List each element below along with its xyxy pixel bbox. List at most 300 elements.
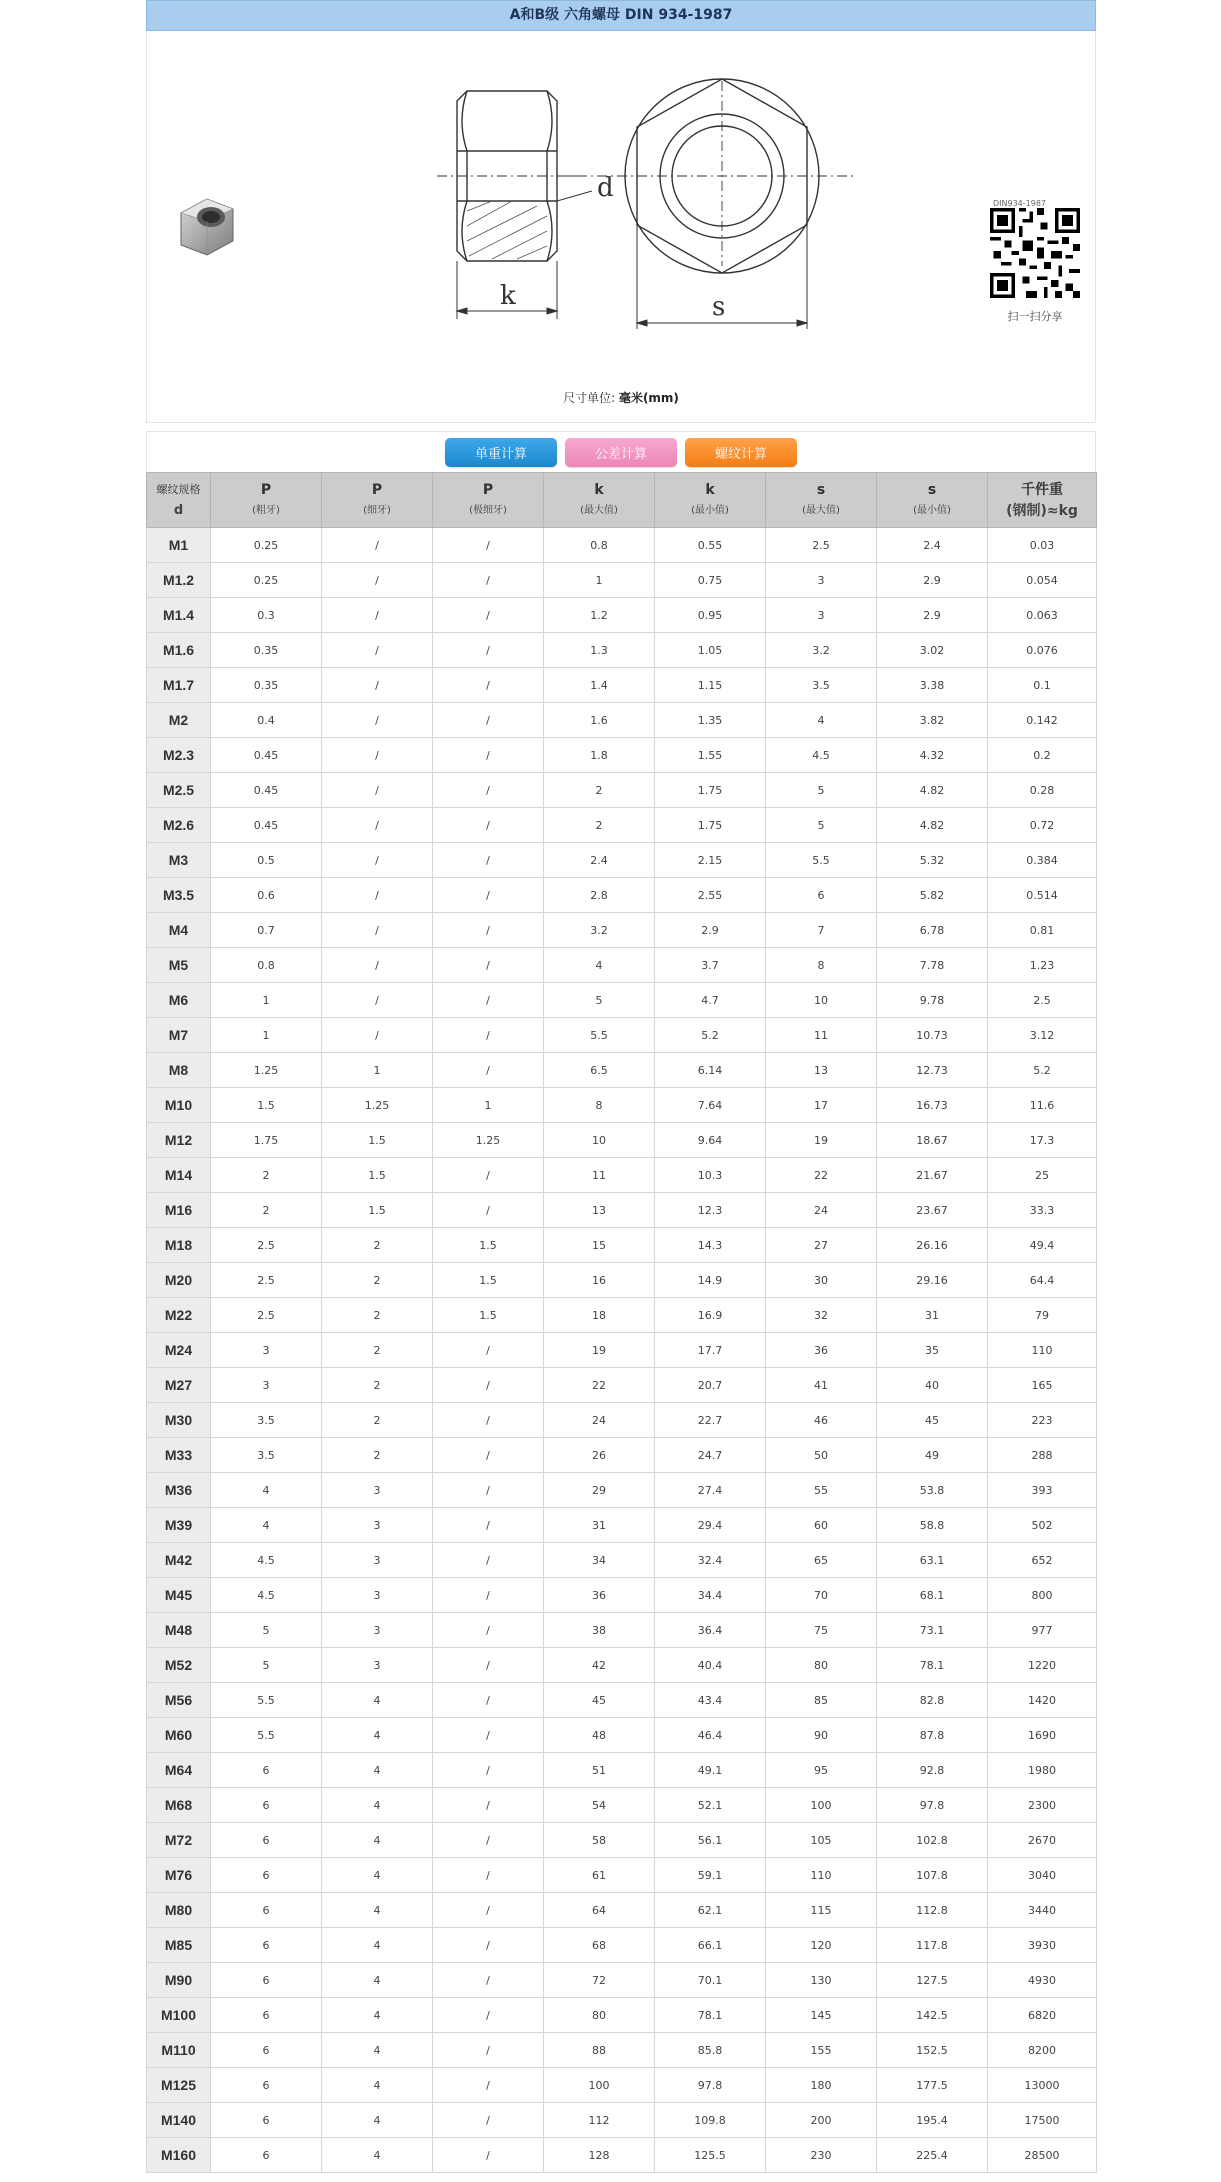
- table-cell: 3.5: [766, 668, 877, 703]
- table-cell: 29.4: [655, 1508, 766, 1543]
- table-cell: 102.8: [877, 1823, 988, 1858]
- table-cell: 2.8: [544, 878, 655, 913]
- table-cell: /: [322, 878, 433, 913]
- table-cell: 49.4: [988, 1228, 1097, 1263]
- thread-size-cell: M1: [147, 528, 211, 563]
- table-cell: 52.1: [655, 1788, 766, 1823]
- table-cell: 3: [322, 1473, 433, 1508]
- column-header-subtitle: (最小值): [913, 505, 951, 516]
- thread-size-cell: M85: [147, 1928, 211, 1963]
- table-cell: 1.3: [544, 633, 655, 668]
- thread-size-cell: M2.6: [147, 808, 211, 843]
- table-cell: 42: [544, 1648, 655, 1683]
- table-cell: 223: [988, 1403, 1097, 1438]
- table-cell: /: [322, 563, 433, 598]
- table-cell: 55: [766, 1473, 877, 1508]
- table-cell: 51: [544, 1753, 655, 1788]
- table-cell: 46: [766, 1403, 877, 1438]
- table-cell: /: [433, 598, 544, 633]
- table-cell: 1.15: [655, 668, 766, 703]
- table-cell: /: [433, 1928, 544, 1963]
- column-header: [433, 473, 544, 528]
- table-cell: 2: [322, 1368, 433, 1403]
- table-cell: /: [322, 633, 433, 668]
- table-cell: 8: [544, 1088, 655, 1123]
- table-cell: 4: [211, 1508, 322, 1543]
- thread-size-cell: M2: [147, 703, 211, 738]
- table-cell: 1.8: [544, 738, 655, 773]
- table-cell: 502: [988, 1508, 1097, 1543]
- table-cell: 2: [322, 1403, 433, 1438]
- table-row: [147, 1648, 1097, 1683]
- table-cell: 0.28: [988, 773, 1097, 808]
- table-cell: /: [322, 843, 433, 878]
- table-cell: /: [322, 983, 433, 1018]
- table-cell: 177.5: [877, 2068, 988, 2103]
- table-cell: 3.5: [211, 1403, 322, 1438]
- table-cell: 5: [544, 983, 655, 1018]
- table-cell: 45: [544, 1683, 655, 1718]
- page-title: A和B级 六角螺母 DIN 934-1987: [146, 0, 1096, 31]
- table-cell: 0.063: [988, 598, 1097, 633]
- table-cell: /: [433, 1403, 544, 1438]
- table-cell: 1.25: [211, 1053, 322, 1088]
- table-row: [147, 1403, 1097, 1438]
- table-cell: 5: [211, 1648, 322, 1683]
- table-cell: 2: [322, 1333, 433, 1368]
- table-cell: /: [433, 1788, 544, 1823]
- table-cell: 50: [766, 1438, 877, 1473]
- table-row: [147, 1053, 1097, 1088]
- table-cell: 4: [322, 1788, 433, 1823]
- column-header-subtitle: (最小值): [691, 505, 729, 516]
- table-cell: 11: [766, 1018, 877, 1053]
- table-cell: 1.75: [655, 808, 766, 843]
- table-cell: /: [433, 2138, 544, 2173]
- table-cell: 2.55: [655, 878, 766, 913]
- table-cell: 1.23: [988, 948, 1097, 983]
- table-row: [147, 703, 1097, 738]
- table-cell: 22: [544, 1368, 655, 1403]
- column-header-subtitle: (细牙): [363, 505, 391, 516]
- table-cell: 49: [877, 1438, 988, 1473]
- table-cell: 3: [322, 1613, 433, 1648]
- table-cell: 10.3: [655, 1158, 766, 1193]
- table-cell: 128: [544, 2138, 655, 2173]
- table-cell: 3.12: [988, 1018, 1097, 1053]
- table-cell: /: [433, 1823, 544, 1858]
- table-row: [147, 913, 1097, 948]
- thread-size-cell: M30: [147, 1403, 211, 1438]
- table-cell: /: [433, 2103, 544, 2138]
- table-row: [147, 1718, 1097, 1753]
- table-cell: 3: [322, 1543, 433, 1578]
- table-cell: 40: [877, 1368, 988, 1403]
- thread-size-cell: M24: [147, 1333, 211, 1368]
- table-cell: 7.78: [877, 948, 988, 983]
- table-cell: /: [433, 1158, 544, 1193]
- thread-size-cell: M4: [147, 913, 211, 948]
- table-cell: 27.4: [655, 1473, 766, 1508]
- table-cell: 0.03: [988, 528, 1097, 563]
- table-cell: 225.4: [877, 2138, 988, 2173]
- table-cell: 4.82: [877, 773, 988, 808]
- table-cell: 393: [988, 1473, 1097, 1508]
- table-cell: 4.82: [877, 808, 988, 843]
- table-cell: 142.5: [877, 1998, 988, 2033]
- table-cell: 8: [766, 948, 877, 983]
- table-cell: 3: [322, 1508, 433, 1543]
- table-cell: 4: [322, 1683, 433, 1718]
- table-cell: 60: [766, 1508, 877, 1543]
- table-cell: 17.3: [988, 1123, 1097, 1158]
- table-cell: 6: [211, 1963, 322, 1998]
- table-cell: 85.8: [655, 2033, 766, 2068]
- table-cell: 0.35: [211, 668, 322, 703]
- table-cell: 4: [322, 1928, 433, 1963]
- table-cell: 0.45: [211, 738, 322, 773]
- table-cell: 3930: [988, 1928, 1097, 1963]
- table-row: [147, 1473, 1097, 1508]
- table-cell: 200: [766, 2103, 877, 2138]
- page-container: [146, 0, 1096, 2163]
- table-cell: 5: [211, 1613, 322, 1648]
- share-qr-box[interactable]: [987, 199, 1083, 324]
- table-cell: 2.5: [211, 1263, 322, 1298]
- thread-size-cell: M45: [147, 1578, 211, 1613]
- table-cell: 2.5: [211, 1298, 322, 1333]
- table-cell: 58.8: [877, 1508, 988, 1543]
- table-row: [147, 1998, 1097, 2033]
- table-cell: 88: [544, 2033, 655, 2068]
- table-cell: 0.55: [655, 528, 766, 563]
- table-row: [147, 1438, 1097, 1473]
- table-cell: 18.67: [877, 1123, 988, 1158]
- table-row: [147, 1823, 1097, 1858]
- thread-size-cell: M20: [147, 1263, 211, 1298]
- table-cell: 0.25: [211, 528, 322, 563]
- table-cell: 0.5: [211, 843, 322, 878]
- column-header-title: P: [371, 482, 383, 498]
- column-header-title: 螺纹规格: [156, 483, 201, 496]
- tolerance-calc-button[interactable]: 公差计算: [565, 438, 677, 467]
- table-cell: /: [433, 1648, 544, 1683]
- table-row: [147, 948, 1097, 983]
- table-cell: 0.8: [211, 948, 322, 983]
- table-cell: 4: [322, 1823, 433, 1858]
- table-cell: 1.4: [544, 668, 655, 703]
- table-cell: /: [433, 1998, 544, 2033]
- table-cell: 4: [322, 2138, 433, 2173]
- table-cell: 5.5: [766, 843, 877, 878]
- table-cell: 2670: [988, 1823, 1097, 1858]
- table-cell: 1.5: [322, 1123, 433, 1158]
- table-row: [147, 1613, 1097, 1648]
- table-cell: 2.5: [988, 983, 1097, 1018]
- table-row: [147, 598, 1097, 633]
- table-cell: 6: [211, 2103, 322, 2138]
- table-cell: 10.73: [877, 1018, 988, 1053]
- table-row: [147, 1858, 1097, 1893]
- table-cell: 9.78: [877, 983, 988, 1018]
- table-cell: 3: [211, 1333, 322, 1368]
- unit-note: [147, 389, 1095, 406]
- table-cell: 23.67: [877, 1193, 988, 1228]
- table-cell: 0.25: [211, 563, 322, 598]
- table-cell: 30: [766, 1263, 877, 1298]
- table-cell: 17.7: [655, 1333, 766, 1368]
- table-cell: 3: [322, 1648, 433, 1683]
- table-cell: 6: [211, 1893, 322, 1928]
- table-cell: 1.75: [655, 773, 766, 808]
- table-cell: 4.5: [211, 1543, 322, 1578]
- table-cell: 6: [211, 1753, 322, 1788]
- thread-size-cell: M3: [147, 843, 211, 878]
- table-cell: 2.9: [877, 563, 988, 598]
- table-cell: 36: [544, 1578, 655, 1613]
- table-cell: 0.3: [211, 598, 322, 633]
- table-cell: 2.4: [544, 843, 655, 878]
- table-cell: 977: [988, 1613, 1097, 1648]
- table-cell: 6: [211, 2138, 322, 2173]
- table-cell: 0.35: [211, 633, 322, 668]
- table-cell: 80: [766, 1648, 877, 1683]
- column-header-subtitle: (粗牙): [252, 505, 280, 516]
- table-cell: 25: [988, 1158, 1097, 1193]
- table-cell: 4: [322, 2068, 433, 2103]
- table-cell: /: [433, 808, 544, 843]
- table-cell: 26: [544, 1438, 655, 1473]
- table-row: [147, 1158, 1097, 1193]
- table-cell: 4.7: [655, 983, 766, 1018]
- column-header: [544, 473, 655, 528]
- thread-size-cell: M16: [147, 1193, 211, 1228]
- table-cell: 65: [766, 1543, 877, 1578]
- table-cell: 0.1: [988, 668, 1097, 703]
- thread-size-cell: M100: [147, 1998, 211, 2033]
- table-cell: 1.6: [544, 703, 655, 738]
- table-cell: 4.5: [766, 738, 877, 773]
- table-row: [147, 843, 1097, 878]
- table-cell: 2.9: [655, 913, 766, 948]
- table-cell: 14.3: [655, 1228, 766, 1263]
- table-cell: 1.5: [433, 1228, 544, 1263]
- table-cell: 66.1: [655, 1928, 766, 1963]
- thread-size-cell: M5: [147, 948, 211, 983]
- table-cell: 5.5: [211, 1683, 322, 1718]
- thread-size-cell: M64: [147, 1753, 211, 1788]
- table-cell: 1690: [988, 1718, 1097, 1753]
- table-cell: 1.5: [433, 1263, 544, 1298]
- table-cell: 78.1: [877, 1648, 988, 1683]
- table-cell: /: [322, 808, 433, 843]
- table-cell: 3.2: [766, 633, 877, 668]
- table-row: [147, 1018, 1097, 1053]
- table-cell: 1.5: [433, 1298, 544, 1333]
- table-cell: 34: [544, 1543, 655, 1578]
- table-cell: 53.8: [877, 1473, 988, 1508]
- table-cell: 0.72: [988, 808, 1097, 843]
- thread-size-cell: M18: [147, 1228, 211, 1263]
- table-cell: 7: [766, 913, 877, 948]
- table-cell: /: [433, 1858, 544, 1893]
- table-cell: 6: [211, 2068, 322, 2103]
- thread-size-cell: M36: [147, 1473, 211, 1508]
- table-cell: 155: [766, 2033, 877, 2068]
- table-cell: /: [433, 1193, 544, 1228]
- table-cell: 3.82: [877, 703, 988, 738]
- dimension-label-s: s: [712, 292, 726, 322]
- table-cell: 4: [322, 2033, 433, 2068]
- column-header: [322, 473, 433, 528]
- nut-figure-panel: [146, 31, 1096, 423]
- table-cell: 95: [766, 1753, 877, 1788]
- table-cell: 2: [211, 1193, 322, 1228]
- column-header: [655, 473, 766, 528]
- thread-size-cell: M1.2: [147, 563, 211, 598]
- table-cell: 68.1: [877, 1578, 988, 1613]
- table-row: [147, 1123, 1097, 1158]
- table-cell: 652: [988, 1543, 1097, 1578]
- table-cell: 2: [322, 1228, 433, 1263]
- table-cell: 13: [766, 1053, 877, 1088]
- table-cell: 68: [544, 1928, 655, 1963]
- table-cell: 36: [766, 1333, 877, 1368]
- table-cell: 31: [544, 1508, 655, 1543]
- table-cell: 9.64: [655, 1123, 766, 1158]
- table-cell: 288: [988, 1438, 1097, 1473]
- table-cell: 5.2: [655, 1018, 766, 1053]
- table-cell: 35: [877, 1333, 988, 1368]
- table-cell: 1.5: [211, 1088, 322, 1123]
- table-cell: 16: [544, 1263, 655, 1298]
- table-cell: /: [433, 1718, 544, 1753]
- table-header-row: [147, 473, 1097, 528]
- table-cell: 0.7: [211, 913, 322, 948]
- table-cell: 0.6: [211, 878, 322, 913]
- table-cell: 54: [544, 1788, 655, 1823]
- table-row: [147, 1963, 1097, 1998]
- table-cell: 0.384: [988, 843, 1097, 878]
- table-cell: /: [322, 738, 433, 773]
- table-cell: 105: [766, 1823, 877, 1858]
- table-row: [147, 738, 1097, 773]
- dimension-label-d: d: [597, 173, 614, 203]
- qr-code-icon[interactable]: [990, 208, 1080, 298]
- thread-size-cell: M22: [147, 1298, 211, 1333]
- thread-size-cell: M48: [147, 1613, 211, 1648]
- table-cell: /: [322, 528, 433, 563]
- table-cell: /: [433, 1508, 544, 1543]
- table-cell: 79: [988, 1298, 1097, 1333]
- table-cell: 58: [544, 1823, 655, 1858]
- thread-size-cell: M27: [147, 1368, 211, 1403]
- table-cell: 5: [766, 773, 877, 808]
- table-cell: 1.2: [544, 598, 655, 633]
- table-cell: 18: [544, 1298, 655, 1333]
- table-cell: 5.5: [211, 1718, 322, 1753]
- thread-size-cell: M52: [147, 1648, 211, 1683]
- table-cell: 64: [544, 1893, 655, 1928]
- table-cell: 38: [544, 1613, 655, 1648]
- hex-nut-photo: [167, 191, 245, 265]
- table-cell: 5.2: [988, 1053, 1097, 1088]
- dimension-table: [146, 472, 1097, 2173]
- table-cell: /: [433, 1683, 544, 1718]
- table-cell: 14.9: [655, 1263, 766, 1298]
- table-cell: 2: [211, 1158, 322, 1193]
- table-cell: 1: [211, 1018, 322, 1053]
- table-cell: 63.1: [877, 1543, 988, 1578]
- table-cell: 33.3: [988, 1193, 1097, 1228]
- table-cell: 61: [544, 1858, 655, 1893]
- table-row: [147, 1193, 1097, 1228]
- table-cell: 32: [766, 1298, 877, 1333]
- table-cell: 5.5: [544, 1018, 655, 1053]
- column-header-title: k: [705, 482, 715, 498]
- table-cell: 34.4: [655, 1578, 766, 1613]
- table-cell: 19: [766, 1123, 877, 1158]
- table-cell: 1980: [988, 1753, 1097, 1788]
- table-row: [147, 808, 1097, 843]
- thread-size-cell: M2.3: [147, 738, 211, 773]
- table-cell: 3.5: [211, 1438, 322, 1473]
- table-row: [147, 1228, 1097, 1263]
- weight-calc-button[interactable]: 单重计算: [445, 438, 557, 467]
- thread-size-cell: M1.4: [147, 598, 211, 633]
- table-cell: 2.15: [655, 843, 766, 878]
- table-cell: 125.5: [655, 2138, 766, 2173]
- column-header: [877, 473, 988, 528]
- table-cell: 1.75: [211, 1123, 322, 1158]
- table-cell: 0.054: [988, 563, 1097, 598]
- thread-size-cell: M72: [147, 1823, 211, 1858]
- table-cell: 3.38: [877, 668, 988, 703]
- table-cell: 8200: [988, 2033, 1097, 2068]
- table-cell: /: [433, 1753, 544, 1788]
- thread-size-cell: M12: [147, 1123, 211, 1158]
- table-cell: 0.514: [988, 878, 1097, 913]
- table-cell: 12.3: [655, 1193, 766, 1228]
- table-row: [147, 1368, 1097, 1403]
- table-cell: /: [433, 913, 544, 948]
- thread-calc-button[interactable]: 螺纹计算: [685, 438, 797, 467]
- thread-size-cell: M7: [147, 1018, 211, 1053]
- table-cell: 73.1: [877, 1613, 988, 1648]
- table-cell: 21.67: [877, 1158, 988, 1193]
- column-header-title: s: [816, 482, 826, 498]
- table-cell: 4.5: [211, 1578, 322, 1613]
- table-cell: 112: [544, 2103, 655, 2138]
- table-cell: 26.16: [877, 1228, 988, 1263]
- table-cell: 49.1: [655, 1753, 766, 1788]
- table-row: [147, 1578, 1097, 1613]
- thread-size-cell: M140: [147, 2103, 211, 2138]
- table-cell: 4: [322, 1963, 433, 1998]
- table-cell: 4: [322, 2103, 433, 2138]
- table-cell: 4930: [988, 1963, 1097, 1998]
- table-cell: 4: [322, 1858, 433, 1893]
- table-cell: 12.73: [877, 1053, 988, 1088]
- table-cell: /: [433, 1893, 544, 1928]
- table-cell: 3: [211, 1368, 322, 1403]
- table-cell: 1: [211, 983, 322, 1018]
- table-cell: /: [433, 703, 544, 738]
- table-cell: 3440: [988, 1893, 1097, 1928]
- table-cell: 48: [544, 1718, 655, 1753]
- table-cell: 3: [766, 563, 877, 598]
- thread-size-cell: M160: [147, 2138, 211, 2173]
